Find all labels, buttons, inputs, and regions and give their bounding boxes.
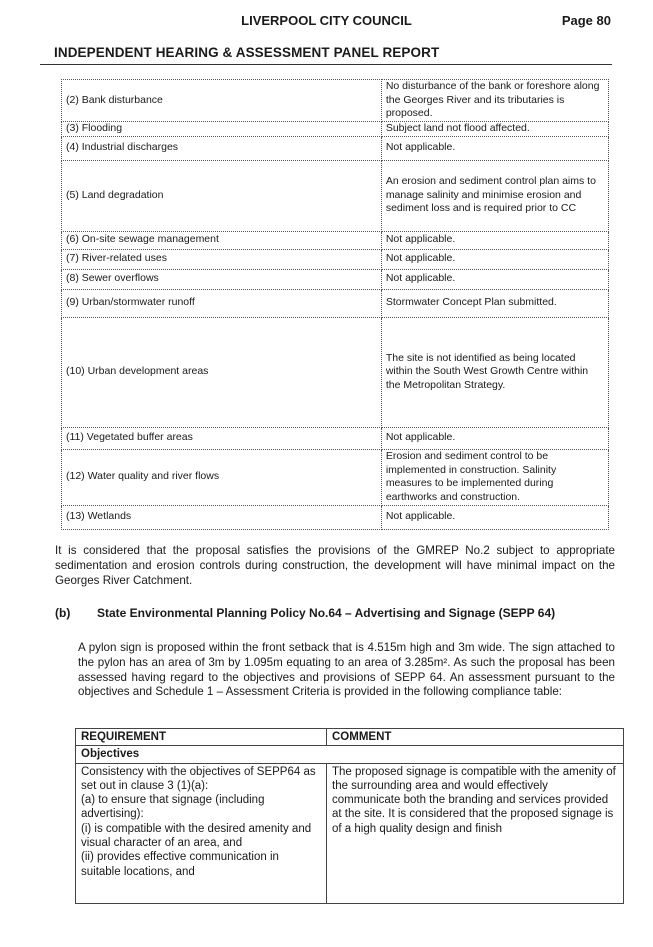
requirement-cell: (9) Urban/stormwater runoff <box>62 289 382 317</box>
comment-cell: Not applicable. <box>381 231 608 249</box>
council-name: LIVERPOOL CITY COUNCIL <box>241 13 412 28</box>
comment-cell: The site is not identified as being located within the South West Growth Centre within the Metropolitan Strategy. <box>381 317 608 427</box>
table-row <box>62 505 609 529</box>
requirement-cell: (5) Land degradation <box>62 160 382 231</box>
comment-cell: Erosion and sediment control to be implemented in construction. Salinity measures to be implemented during earthworks and construction. <box>381 449 608 505</box>
table-row <box>62 231 609 249</box>
group-row <box>76 746 624 763</box>
comment-cell: Not applicable. <box>381 505 608 529</box>
gmrep-conclusion-paragraph: It is considered that the proposal satisfies the provisions of the GMREP No.2 subject to appropriate sedimentation and erosion controls during construction, the development will have minimal impact on the Georges River Catchment. <box>55 544 615 587</box>
table-row <box>62 269 609 289</box>
table-row <box>62 427 609 449</box>
comment-cell: An erosion and sediment control plan aims to manage salinity and minimise erosion and sediment loss and is required prior to CC <box>381 160 608 231</box>
comment-cell: No disturbance of the bank or foreshore along the Georges River and its tributaries is proposed. <box>381 80 608 122</box>
sepp64-intro-paragraph: A pylon sign is proposed within the front setback that is 4.515m high and 3m wide. The sign attached to the pylon has an area of 3m by 1.095m equating to an area of 3.285m². As such the proposal has been assessed having regard to the objectives and provisions of SEPP 64. An assessment pursuant to the objectives and Schedule 1 – Assessment Criteria is provided in the following compliance table: <box>78 641 615 699</box>
comment-cell: Not applicable. <box>381 136 608 160</box>
requirement-cell: (8) Sewer overflows <box>62 269 382 289</box>
requirement-cell: (7) River-related uses <box>62 249 382 269</box>
requirement-cell: (13) Wetlands <box>62 505 382 529</box>
table-row <box>62 160 609 231</box>
comment-cell: Stormwater Concept Plan submitted. <box>381 289 608 317</box>
requirement-line: (i) is compatible with the desired amenity and visual character of an area, and <box>81 822 312 850</box>
requirement-cell <box>76 763 327 903</box>
table-row <box>62 136 609 160</box>
table-row <box>62 122 609 137</box>
requirement-cell: (10) Urban development areas <box>62 317 382 427</box>
page-number: Page 80 <box>561 13 611 28</box>
requirement-cell: (3) Flooding <box>62 122 382 137</box>
requirement-cell: (11) Vegetated buffer areas <box>62 427 382 449</box>
table-row <box>76 763 624 903</box>
requirement-line: (a) to ensure that signage (including advertising): <box>81 794 265 821</box>
report-title: INDEPENDENT HEARING & ASSESSMENT PANEL REPORT <box>54 45 440 60</box>
table-row <box>62 80 609 122</box>
comment-cell: Not applicable. <box>381 249 608 269</box>
requirement-cell: (6) On-site sewage management <box>62 231 382 249</box>
section-letter: (b) <box>55 606 71 620</box>
comment-cell: The proposed signage is compatible with the amenity of the surrounding area and would effectively communicate both the branding and services provided at the site. It is considered that the proposed signage is of a high quality design and finish <box>327 763 624 903</box>
requirement-cell: (2) Bank disturbance <box>62 80 382 122</box>
table-header-row <box>76 729 624 746</box>
objectives-group-label: Objectives <box>76 746 624 763</box>
table-row <box>62 449 609 505</box>
sepp64-compliance-table <box>75 728 624 904</box>
comment-cell: Subject land not flood affected. <box>381 122 608 137</box>
header-rule <box>40 64 612 65</box>
requirement-cell: (12) Water quality and river flows <box>62 449 382 505</box>
requirement-line: Consistency with the objectives of SEPP64 as set out in clause 3 (1)(a): <box>81 765 316 792</box>
requirement-cell: (4) Industrial discharges <box>62 136 382 160</box>
requirement-header: REQUIREMENT <box>76 729 327 746</box>
gmrep-compliance-table <box>61 79 609 530</box>
table-row <box>62 249 609 269</box>
section-heading: State Environmental Planning Policy No.64 – Advertising and Signage (SEPP 64) <box>97 606 556 620</box>
table-row <box>62 289 609 317</box>
table-row <box>62 317 609 427</box>
requirement-line: (ii) provides effective communication in suitable locations, and <box>81 851 279 878</box>
comment-header: COMMENT <box>327 729 624 746</box>
comment-cell: Not applicable. <box>381 427 608 449</box>
comment-cell: Not applicable. <box>381 269 608 289</box>
